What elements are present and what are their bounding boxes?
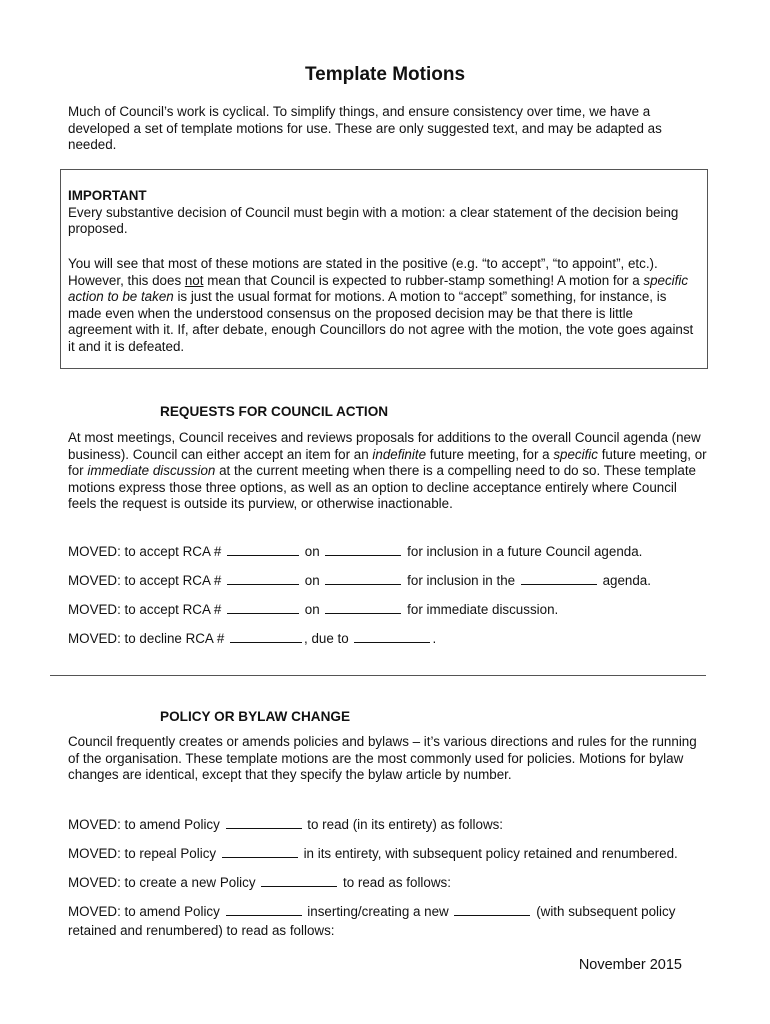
agenda-blank[interactable]	[521, 572, 597, 585]
rca-text: at the current meeting when there is a compelling need to do so. These template motions express those three options, as well as an option to decline acceptance entirely where Council feels the request is outside its purview, or otherwise inactionable.	[68, 463, 696, 511]
policy-motion-2	[68, 845, 678, 861]
italic-word: specific	[553, 446, 598, 462]
motion-text: MOVED: to create a new Policy	[68, 875, 256, 890]
motion-text: MOVED: to repeal Policy	[68, 846, 217, 861]
important-paragraph-2	[68, 256, 700, 355]
policy-heading: POLICY OR BYLAW CHANGE	[160, 709, 351, 724]
motion-text: MOVED: to accept RCA #	[68, 573, 222, 588]
important-line1: Every substantive decision of Council must begin with a motion: a clear statement of the decision being proposed.	[68, 204, 679, 236]
rca-motion-4	[68, 630, 436, 646]
date-blank[interactable]	[325, 572, 401, 585]
footer-date: November 2015	[578, 957, 682, 973]
rca-number-blank[interactable]	[227, 601, 299, 614]
article-blank[interactable]	[454, 903, 530, 916]
motion-text: on	[304, 544, 320, 559]
policy-blank[interactable]	[261, 874, 337, 887]
motion-text: .	[432, 631, 437, 646]
motion-text: (with subsequent policy	[536, 904, 676, 919]
section-divider	[50, 675, 706, 676]
rca-heading: REQUESTS FOR COUNCIL ACTION	[160, 404, 389, 419]
motion-text: MOVED: to accept RCA #	[68, 602, 222, 617]
motion-text: to read as follows:	[343, 875, 451, 890]
important-label: IMPORTANT	[68, 188, 147, 203]
rca-text: future meeting, for a	[426, 446, 554, 462]
date-blank[interactable]	[325, 543, 401, 556]
motion-text: MOVED: to decline RCA #	[68, 631, 225, 646]
date-blank[interactable]	[325, 601, 401, 614]
policy-motion-3	[68, 874, 451, 890]
motion-text: MOVED: to amend Policy	[68, 904, 220, 919]
rca-number-blank[interactable]	[227, 543, 299, 556]
rca-number-blank[interactable]	[230, 630, 302, 643]
policy-motion-1	[68, 816, 503, 832]
policy-blank[interactable]	[222, 845, 298, 858]
important-text: You will see that most of these motions are stated in the positive (e.g. “to accept”, “to appoint”, etc.). However, this does	[68, 256, 658, 288]
motion-text: MOVED: to accept RCA #	[68, 544, 222, 559]
motion-text: for inclusion in a future Council agenda.	[407, 544, 643, 559]
underlined-not: not	[184, 272, 204, 288]
motion-text: for immediate discussion.	[407, 602, 559, 617]
motion-text: MOVED: to amend Policy	[68, 817, 220, 832]
motion-text: on	[304, 602, 320, 617]
reason-blank[interactable]	[354, 630, 430, 643]
rca-motion-3	[68, 601, 558, 617]
policy-blank[interactable]	[226, 816, 302, 829]
motion-text: agenda.	[602, 573, 651, 588]
motion-text: retained and renumbered) to read as follows:	[68, 923, 335, 938]
page-title: Template Motions	[304, 64, 466, 85]
motion-text: , due to	[304, 631, 349, 646]
policy-blank[interactable]	[226, 903, 302, 916]
italic-word: indefinite	[372, 446, 427, 462]
motion-text: inserting/creating a new	[307, 904, 449, 919]
motion-text: to read (in its entirety) as follows:	[307, 817, 504, 832]
rca-text: At most meetings, Council receives and reviews proposals for additions to the overall Council agenda (new business). Council can either accept an item for an	[68, 430, 701, 462]
policy-motion-4	[68, 903, 675, 919]
rca-text: future meeting, or for	[68, 446, 707, 478]
policy-motion-4-continued	[68, 923, 334, 938]
important-box	[60, 169, 708, 369]
motion-text: for inclusion in the	[407, 573, 516, 588]
rca-motion-2	[68, 572, 651, 588]
rca-motion-1	[68, 543, 642, 559]
important-text: is just the usual format for motions. A motion to “accept” something, for instance, is made even when the understood consensus on the proposed decision may be that there is little agreement with it. If, after debate, enough Councillors do not agree with the motion, the vote goes against it and it is defeated.	[68, 289, 694, 354]
rca-intro-paragraph	[68, 430, 708, 513]
motion-text: in its entirety, with subsequent policy retained and renumbered.	[303, 846, 678, 861]
motion-text: on	[304, 573, 320, 588]
policy-intro-paragraph: Council frequently creates or amends policies and bylaws – it’s various directions and rules for the running of the organisation. These template motions are the most commonly used for policies. Motions for bylaw changes are identical, except that they specify the bylaw article by number.	[68, 734, 697, 782]
italic-phrase: specific action to be taken	[68, 272, 689, 304]
intro-paragraph: Much of Council’s work is cyclical. To simplify things, and ensure consistency over time, we have a developed a set of template motions for use. These are only suggested text, and may be adapted as needed.	[68, 104, 662, 152]
italic-word: immediate discussion	[87, 463, 216, 478]
rca-number-blank[interactable]	[227, 572, 299, 585]
important-text: mean that Council is expected to rubber-stamp something! A motion for a	[203, 272, 644, 288]
important-paragraph	[68, 188, 700, 238]
